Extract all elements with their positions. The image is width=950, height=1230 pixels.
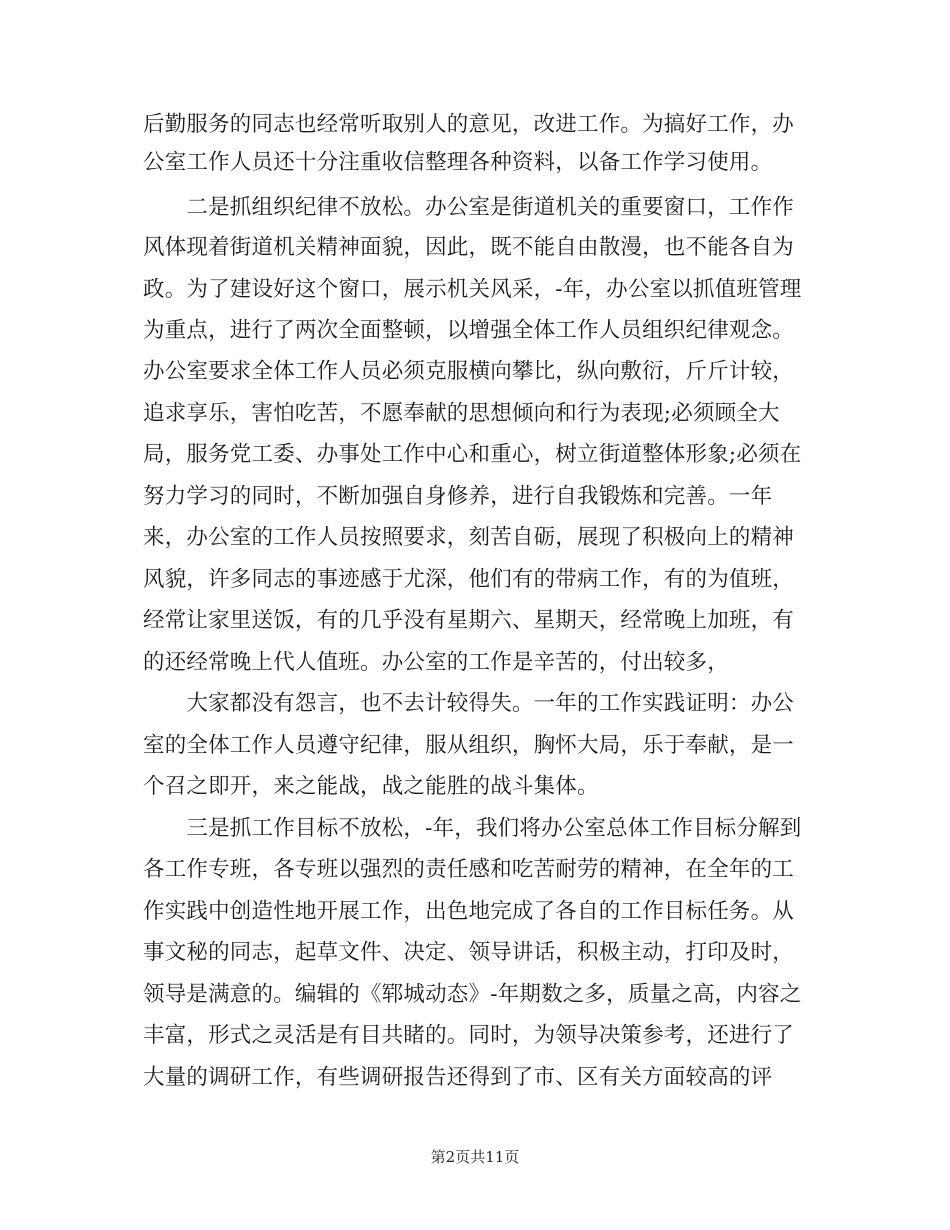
text-line: 作实践中创造性地开展工作，出色地完成了各自的工作目标任务。从	[143, 899, 795, 924]
text-line: 领导是满意的。编辑的《郓城动态》-年期数之多，质量之高，内容之	[143, 982, 802, 1007]
text-line: 来，办公室的工作人员按照要求，刻苦自砺，展现了积极向上的精神	[143, 525, 795, 550]
text-line: 办公室要求全体工作人员必须克服横向攀比，纵向敷衍，斤斤计较，	[143, 359, 795, 384]
text-line: 后勤服务的同志也经常听取别人的意见，改进工作。为搞好工作，办	[143, 112, 795, 137]
page-number-footer: 第2页共11页	[430, 1148, 520, 1166]
text-line: 各工作专班，各专班以强烈的责任感和吃苦耐劳的精神，在全年的工	[143, 857, 795, 882]
text-line: 经常让家里送饭，有的几乎没有星期六、星期天，经常晚上加班，有	[143, 608, 795, 633]
text-line: 风体现着街道机关精神面貌，因此，既不能自由散漫，也不能各自为	[143, 235, 795, 260]
text-line: 事文秘的同志，起草文件、决定、领导讲话，积极主动，打印及时，	[143, 940, 795, 965]
text-line: 个召之即开，来之能战，战之能胜的战斗集体。	[143, 774, 599, 799]
text-line: 公室工作人员还十分注重收信整理各种资料，以备工作学习使用。	[143, 150, 773, 175]
text-line: 丰富，形式之灵活是有目共睹的。同时，为领导决策参考，还进行了	[143, 1023, 795, 1048]
text-line: 努力学习的同时，不断加强自身修养，进行自我锻炼和完善。一年	[143, 484, 773, 509]
text-line: 室的全体工作人员遵守纪律，服从组织，胸怀大局，乐于奉献，是一	[143, 733, 795, 758]
text-line: 的还经常晚上代人值班。办公室的工作是辛苦的，付出较多，	[143, 650, 729, 675]
paragraph-start-line: 二是抓组织纪律不放松。办公室是街道机关的重要窗口，工作作	[143, 195, 795, 220]
text-line: 追求享乐，害怕吃苦，不愿奉献的思想倾向和行为表现;必须顾全大	[143, 401, 780, 426]
text-line: 为重点，进行了两次全面整顿，以增强全体工作人员组织纪律观念。	[143, 318, 795, 343]
text-line: 大量的调研工作，有些调研报告还得到了市、区有关方面较高的评	[143, 1065, 773, 1090]
text-line: 局，服务党工委、办事处工作中心和重心，树立街道整体形象;必须在	[143, 442, 802, 467]
paragraph-start-line: 大家都没有怨言，也不去计较得失。一年的工作实践证明：办公	[143, 691, 795, 716]
paragraph-start-line: 三是抓工作目标不放松，-年，我们将办公室总体工作目标分解到	[143, 816, 802, 841]
text-line: 风貌，许多同志的事迹感于尤深，他们有的带病工作，有的为值班，	[143, 567, 795, 592]
text-line: 政。为了建设好这个窗口，展示机关风采，-年，办公室以抓值班管理	[143, 277, 802, 302]
